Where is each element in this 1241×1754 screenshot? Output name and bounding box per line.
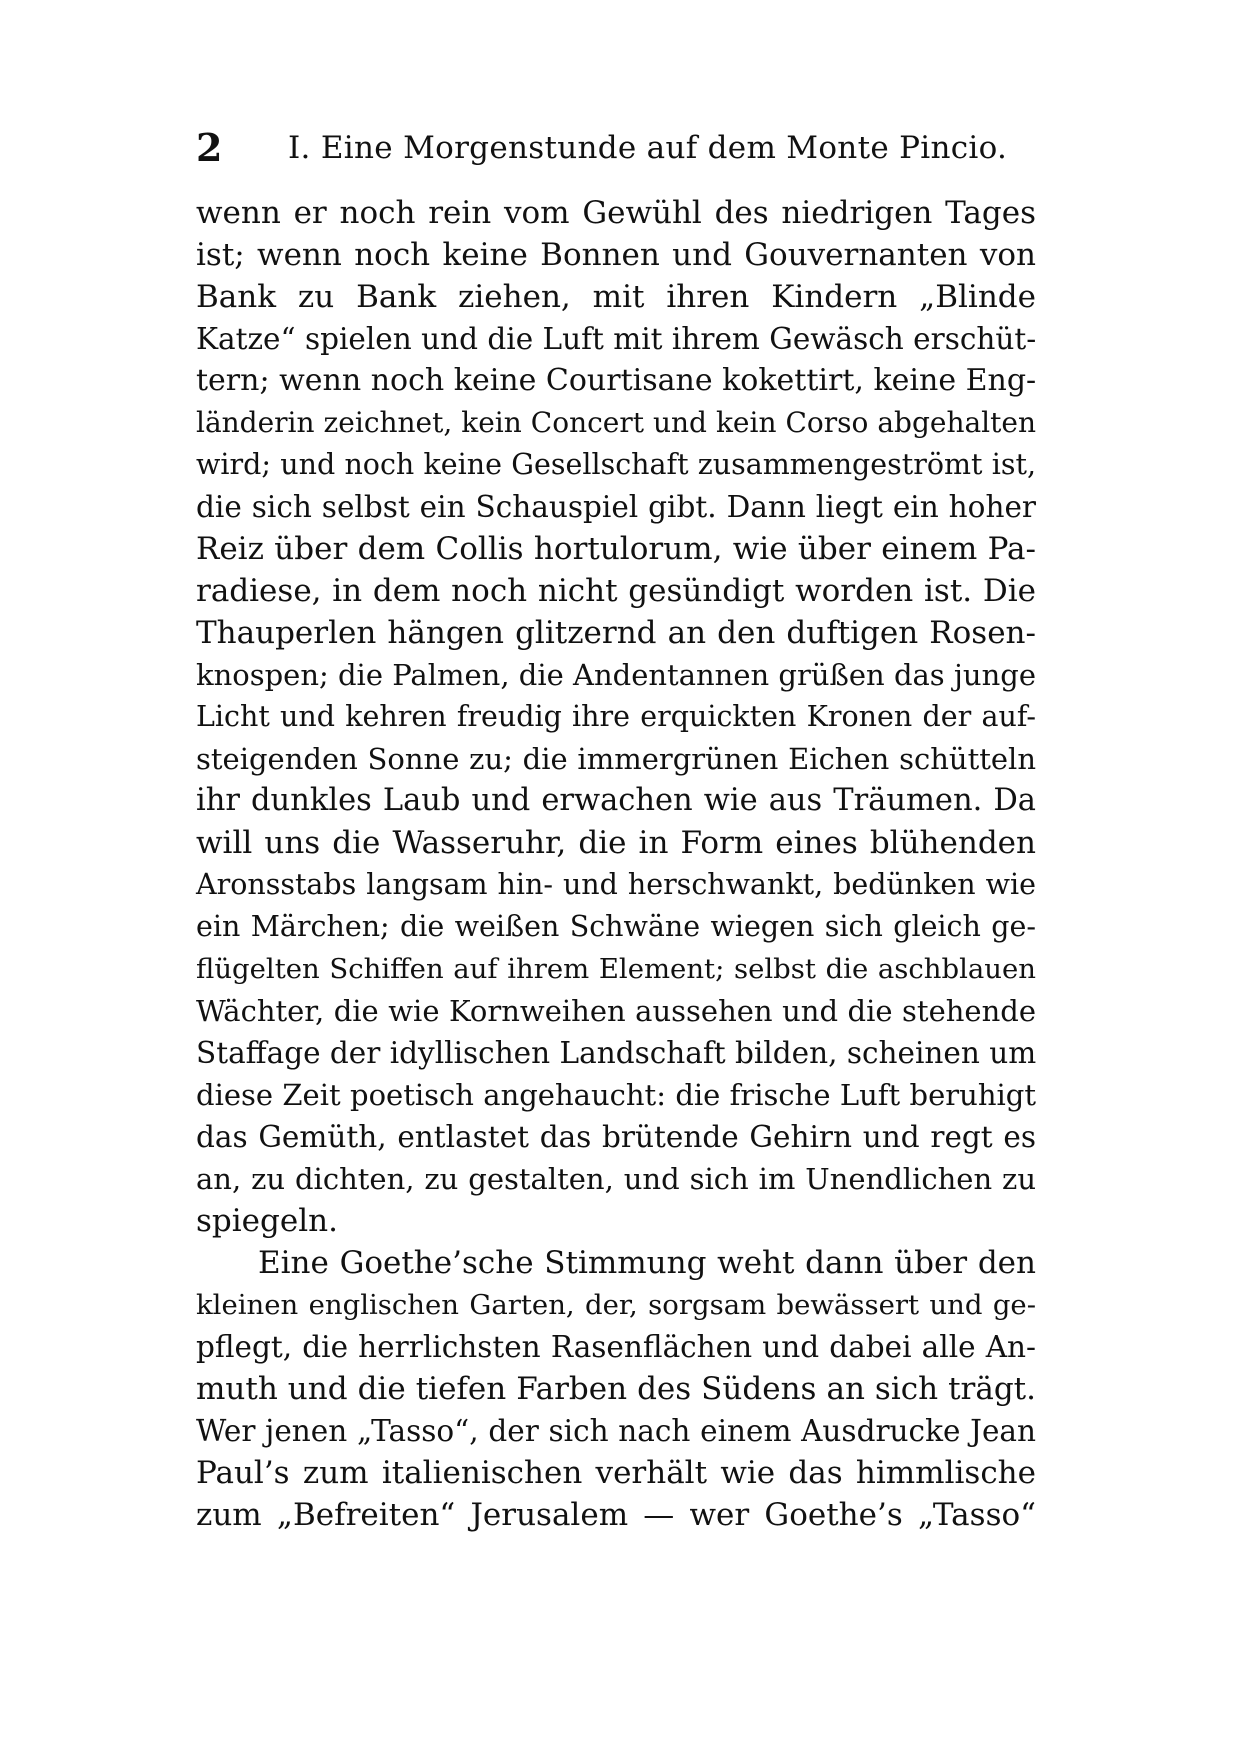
text-line: muth und die tiefen Farben des Südens an sich trägt.	[196, 1371, 1036, 1407]
text-line: wenn er noch rein vom Gewühl des niedrigen Tages	[196, 195, 1036, 231]
text-line: ist; wenn noch keine Bonnen und Gouvernanten von	[196, 237, 1036, 273]
text-line: zum „Befreiten“ Jerusalem — wer Goethe’s „Tasso“	[196, 1497, 1036, 1533]
text-line: pflegt, die herrlichsten Rasenflächen und dabei alle An-	[196, 1330, 1036, 1364]
text-line: Bank zu Bank ziehen, mit ihren Kindern „Blinde	[196, 279, 1036, 315]
text-line: diese Zeit poetisch angehaucht: die frische Luft beruhigt	[196, 1078, 1036, 1112]
text-line: radiese, in dem noch nicht gesündigt worden ist. Die	[196, 573, 1036, 609]
text-line: spiegeln.	[196, 1203, 338, 1239]
text-line: tern; wenn noch keine Courtisane kokettirt, keine Eng-	[196, 363, 1037, 398]
text-line: steigenden Sonne zu; die immergrünen Eichen schütteln	[196, 742, 1036, 776]
text-line: ihr dunkles Laub und erwachen wie aus Träumen. Da	[196, 783, 1036, 818]
paragraph-1	[196, 192, 1036, 1242]
text-line: an, zu dichten, zu gestalten, und sich im Unendlichen zu	[196, 1162, 1036, 1196]
text-line: Eine Goethe’sche Stimmung weht dann über den	[258, 1245, 1036, 1281]
text-line: Paul’s zum italienischen verhält wie das himmlische	[196, 1455, 1036, 1491]
text-line: flügelten Schiffen auf ihrem Element; selbst die aschblauen	[196, 953, 1036, 985]
running-head	[196, 124, 1036, 172]
text-line: Licht und kehren freudig ihre erquickten Kronen der auf-	[196, 700, 1036, 733]
text-line: ein Märchen; die weißen Schwäne wiegen sich gleich ge-	[196, 910, 1036, 943]
text-line: Aronsstabs langsam hin- und herschwankt, bedünken wie	[196, 868, 1036, 901]
paragraph-2	[196, 1242, 1036, 1536]
text-line: Reiz über dem Collis hortulorum, wie über einem Pa-	[196, 531, 1036, 567]
text-line: Wächter, die wie Kornweihen aussehen und die stehende	[196, 994, 1036, 1028]
running-title: I. Eine Morgenstunde auf dem Monte Pincio.	[288, 130, 1008, 166]
page-number: 2	[196, 125, 223, 170]
text-line: will uns die Wasseruhr, die in Form eines blühenden	[196, 825, 1036, 861]
text-line: das Gemüth, entlastet das brütende Gehirn und regt es	[196, 1120, 1036, 1154]
text-line: Wer jenen „Tasso“, der sich nach einem Ausdrucke Jean	[196, 1414, 1036, 1448]
text-line: kleinen englischen Garten, der, sorgsam bewässert und ge-	[196, 1289, 1036, 1321]
text-line: knospen; die Palmen, die Andentannen grüßen das junge	[196, 658, 1036, 692]
text-line: wird; und noch keine Gesellschaft zusammengeströmt ist,	[196, 448, 1036, 481]
text-line: die sich selbst ein Schauspiel gibt. Dann liegt ein hoher	[196, 490, 1036, 524]
text-line: Katze“ spielen und die Luft mit ihrem Gewäsch erschüt-	[196, 322, 1037, 356]
text-body	[196, 192, 1036, 1536]
text-line: länderin zeichnet, kein Concert und kein Corso abgehalten	[196, 406, 1036, 439]
text-line: Staffage der idyllischen Landschaft bilden, scheinen um	[196, 1036, 1037, 1070]
text-line: Thauperlen hängen glitzernd an den duftigen Rosen-	[196, 615, 1036, 651]
